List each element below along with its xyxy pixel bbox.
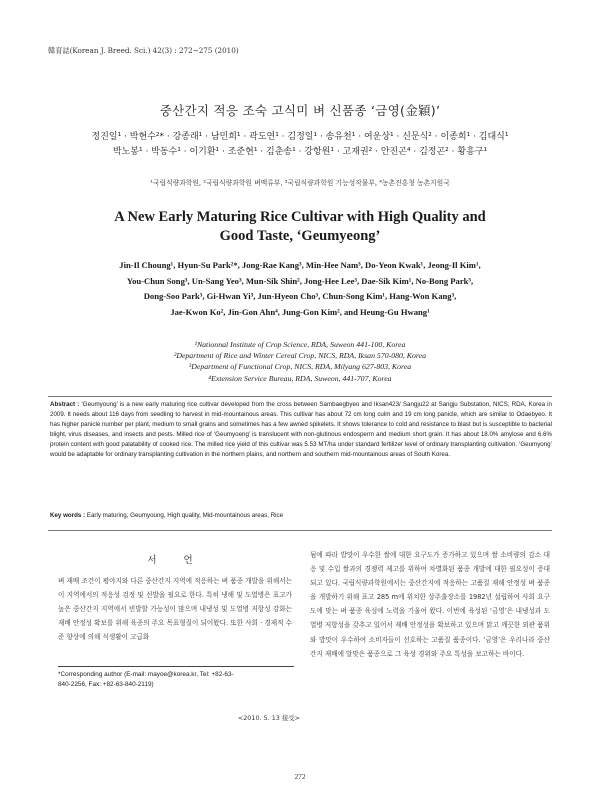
affiliation-1: ¹Nationnal Institute of Crop Science, RDA, Suweon 441-100, Korea [194, 340, 406, 349]
english-authors-line-3: Dong-Soo Park³, Gi-Hwan Yi³, Jun-Hyeon Cho³, Chun-Song Kim¹, Hang-Won Kang³, [143, 291, 457, 302]
abstract-label: Abstract : [50, 401, 80, 408]
english-title [40, 208, 560, 246]
affiliation-3: ³Department of Functional Crop, NICS, RDA, Milyang 627-803, Korea [188, 362, 412, 372]
page-number: 272 [294, 772, 306, 781]
footnote-line-2: 840-2256, Fax: +82-63-840-2119) [58, 681, 154, 688]
english-authors-line-2: You-Chun Song³, Un-Sang Yeo³, Mun-Sik Shin², Jong-Hee Lee³, Dae-Sik Kim¹, No-Bong Park³, [126, 275, 474, 286]
affiliation-2: ²Department of Rice and Winter Cereal Crop, NICS, RDA, Iksan 570-080, Korea [173, 351, 427, 361]
abstract-top-rule [48, 396, 552, 397]
corresponding-author-footnote [58, 670, 298, 690]
korean-affiliations: ¹국립식량과학원, ²국립식량과학원 벼맥류부, ³국립식량과학원 기능성작물부, ⁴농촌진흥청 농촌지원국 [150, 179, 450, 187]
english-authors-line-4: Jae-Kwon Ko², Jin-Gon Ahn⁴, Jung-Gon Kim², and Heung-Gu Hwang¹ [170, 306, 430, 317]
korean-authors-line-2: 박노봉¹ · 박동수¹ · 이기환¹ · 조준현¹ · 김춘송¹ · 강항원¹ · 고재권² · 안진곤⁴ · 김정곤² · 황흥구¹ [112, 147, 488, 157]
keywords-label: Key words : [50, 512, 86, 519]
affiliation-4: ⁴Extension Service Bureau, RDA, Suweon, 441-707, Korea [208, 373, 392, 383]
keywords [50, 512, 552, 519]
left-column-paragraph: 벼 재배 조건이 평야지와 다른 중산간지 지역에 적응하는 벼 품종 개발을 위해서는 이 지역에서의 적응성 검정 및 선발을 필요로 한다. 특히 냉해 및 도열병은 표고가 높은 중산간지 지역에서 빈발할 가능성이 많으며 내냉성 및 도열병 저항성 강화는 재배 안정성 확보를 위해 육종의 주요 목표형질이 되어왔다. 또한 사회 · 경제적 수준 향상에 의해 식생활이 고급화 [58, 577, 292, 642]
korean-authors-line-1: 정진일¹ · 박현수²* · 강종래¹ · 남민희¹ · 곽도연¹ · 김정일¹ · 송유천¹ · 여운상¹ · 신문식² · 이종희¹ · 김대식¹ [91, 132, 509, 142]
right-column-text [310, 548, 550, 661]
english-affiliations [40, 339, 560, 384]
keywords-text: Early maturing, Geumyoung, High quality, Mid-mountainous areas, Rice [86, 512, 284, 519]
english-authors [40, 258, 560, 320]
journal-citation: 韓育誌(Korean J. Breed. Sci.) 42(3) : 272~275 (2010) [48, 46, 239, 55]
korean-title: 중산간지 적응 조숙 고식미 벼 신품종 ‘금영(金穎)’ [159, 103, 441, 118]
footnote-rule [58, 666, 294, 667]
right-column-paragraph: 됨에 따라 밥맛이 우수한 쌀에 대한 요구도가 증가하고 있으며 쌀 소비량의 감소 대응 및 수입 쌀과의 경쟁력 제고를 위하여 차별화된 품종 개발에 대한 필요성이 증대되고 있다. 국립식량과학원에서는 중산간지에 적응하는 고품질 재해 안정성 벼 품종을 개발하기 위해 표고 285 m에 위치한 상주출장소를 1982년 설립하여 사회 요구도에 맞는 벼 품종 육성에 노력을 기울여 왔다. 이번에 육성된 ‘금영’은 내냉성과 도열병 저항성을 갖추고 있어서 재배 안정성을 확보하고 있으며 맑고 깨끗한 외관 품위와 밥맛이 우수하여 소비자들이 선호하는 고품질 품종이다. ‘금영’은 우리나라 중산간지 재배에 알맞은 품종으로 그 육성 경위와 주요 특성을 보고하는 바이다. [310, 551, 550, 658]
korean-authors [40, 130, 560, 160]
abstract-text: ‘Geumyoung’ is a new early maturing rice cultivar developed from the cross between Sambaegbyeo and Iksan423/ Sangju22 at Sangju Substation, NICS, RDA, Korea in 2009. It needs about 116 days from seedling to harvest in mid-mountainous areas. This cultivar has about 72 cm long culm and 19 cm long panicle, which are similar to Odaebyeo. It has higher panicle number per plant, medium to small grains and sometimes has a few awned spikelets. It shows tolerance to cold and resistance to blast but is susceptible to bacterial blight, virus diseases, and insects and pests. Milled rice of ‘Geumyoeng’ is translucent with non-glutinous endosperm and medium short grain. It has about 18.0% amylose and 6.6% protein content with good palatability of cooked rice. The milled rice yield of this cultivar was 5.53 MT/ha under standard fertilizer level of ordinary transplanting cultivation. ‘Geumyong’ would be adaptable for ordinary transplanting cultivation in the northern plains, and northern and southern mid-mountainous areas of South Korea. [50, 401, 552, 458]
abstract-bottom-rule [48, 530, 552, 531]
received-date: <2010. 5. 13 接受> [237, 714, 300, 722]
english-title-line-2: Good Taste, ‘Geumyeong’ [219, 228, 381, 244]
english-title-line-1: A New Early Maturing Rice Cultivar with High Quality and [114, 209, 486, 225]
left-column-text [58, 574, 292, 644]
english-authors-line-1: Jin-Il Choung¹, Hyun-Su Park²*, Jong-Rae Kang³, Min-Hee Nam³, Do-Yeon Kwak¹, Jeong-Il Kim¹, [119, 260, 481, 270]
footnote-line-1: *Corresponding author (E-mail: mayoe@korea.kr, Tel: +82-63- [58, 671, 234, 678]
abstract [50, 400, 552, 460]
section-heading: 서 언 [147, 555, 205, 566]
